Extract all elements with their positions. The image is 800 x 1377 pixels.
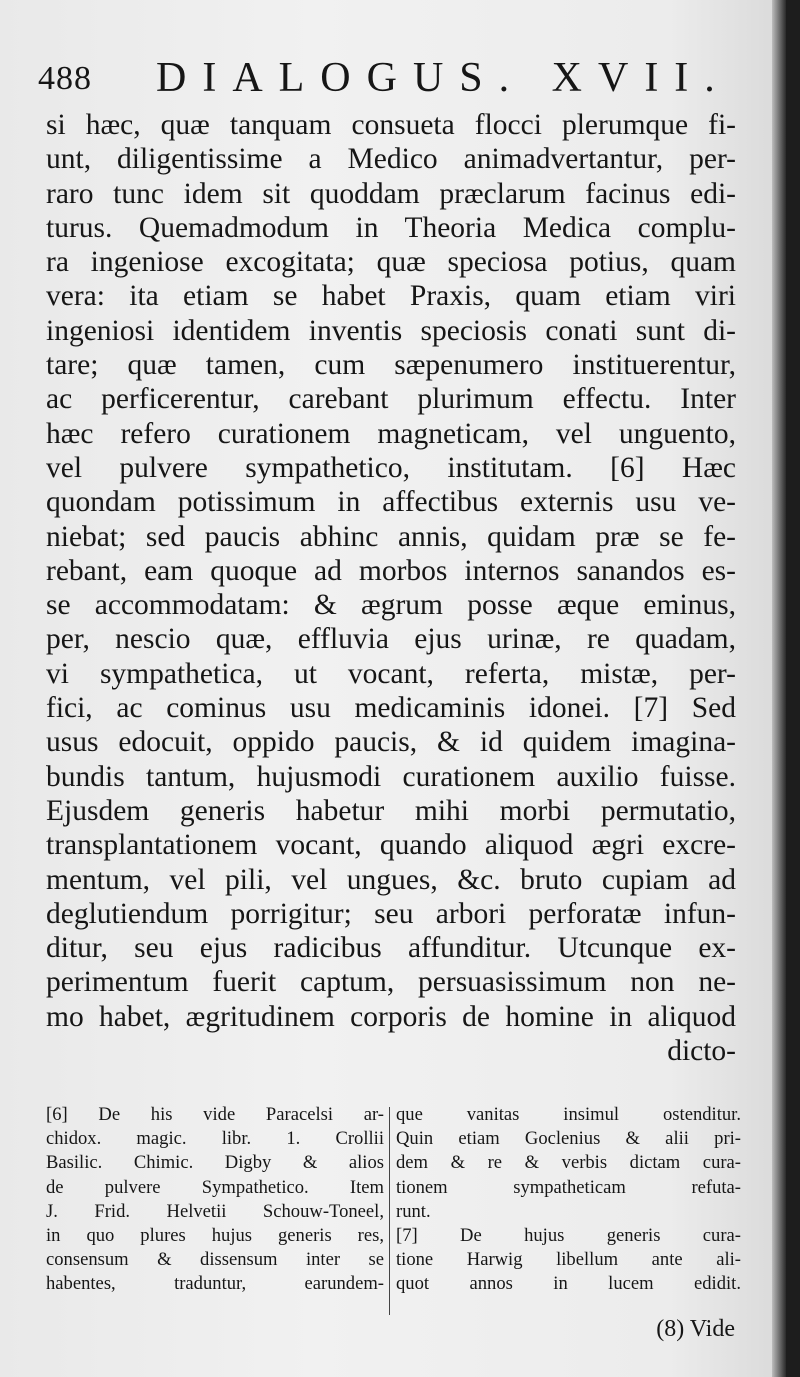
text-line: si hæc, quæ tanquam consueta flocci plerumque fi-	[46, 109, 736, 141]
footnote-line: que vanitas insimul ostenditur.	[396, 1104, 741, 1125]
text-line: hæc refero curationem magneticam, vel unguento,	[46, 417, 736, 450]
text-line: mo habet, ægritudinem corporis de homine in aliquod	[46, 1000, 736, 1033]
footnote-line: habentes, traduntur, earundem-	[46, 1273, 384, 1295]
footnotes-right-column	[396, 1103, 741, 1297]
footnote-line: in quo plures hujus generis res,	[46, 1224, 384, 1246]
text-line: fici, ac cominus usu medicaminis idonei. [7] Sed	[46, 692, 736, 725]
text-line: se accommodatam: & ægrum posse æque eminus,	[46, 589, 736, 622]
main-text	[46, 108, 736, 1068]
footnote-column-divider	[389, 1107, 390, 1315]
book-gutter-shadow	[772, 0, 786, 1377]
footnote-line: runt.	[396, 1200, 431, 1222]
text-line: deglutiendum porrigitur; seu arbori perforatæ infun-	[46, 897, 736, 930]
text-line: transplantationem vocant, quando aliquod ægri excre-	[46, 829, 736, 862]
footnote-line: [7] De hujus generis cura-	[396, 1224, 741, 1246]
text-line: mentum, vel pili, vel ungues, &c. bruto cupiam ad	[46, 863, 736, 896]
catchword: (8) Vide	[656, 1316, 735, 1342]
footnote-line: [6] De his vide Paracelsi ar-	[46, 1104, 384, 1125]
text-line: raro tunc idem sit quoddam præclarum facinus edi-	[46, 177, 736, 210]
text-line: perimentum fuerit captum, persuasissimum non ne-	[46, 966, 736, 999]
text-line: niebat; sed paucis abhinc annis, quidam præ se fe-	[46, 520, 736, 553]
text-line: turus. Quemadmodum in Theoria Medica complu-	[46, 211, 736, 244]
footnote-line: Basilic. Chimic. Digby & alios	[46, 1152, 384, 1174]
footnote-line: chidox. magic. libr. 1. Crollii	[46, 1128, 384, 1150]
text-line: dicto-	[667, 1035, 736, 1068]
footnotes-left-column	[46, 1103, 384, 1297]
footnote-line: tionem sympatheticam refuta-	[396, 1176, 741, 1198]
text-line: vi sympathetica, ut vocant, referta, mistæ, per-	[46, 657, 736, 690]
text-line: per, nescio quæ, effluvia ejus urinæ, re quadam,	[46, 623, 736, 656]
footnote-line: tione Harwig libellum ante ali-	[396, 1249, 741, 1271]
text-line: usus edocuit, oppido paucis, & id quidem imagina-	[46, 726, 736, 759]
text-line: ingeniosi identidem inventis speciosis conati sunt di-	[46, 314, 736, 347]
text-line: Ejusdem generis habetur mihi morbi permutatio,	[46, 794, 736, 827]
footnote-line: Quin etiam Goclenius & alii pri-	[396, 1128, 741, 1150]
footnote-line: quot annos in lucem edidit.	[396, 1273, 741, 1295]
footnote-line: consensum & dissensum inter se	[46, 1249, 384, 1271]
footnote-line: de pulvere Sympathetico. Item	[46, 1176, 384, 1198]
footnote-line: J. Frid. Helvetii Schouw-Toneel,	[46, 1200, 384, 1222]
text-line: tare; quæ tamen, cum sæpenumero instituerentur,	[46, 349, 736, 382]
footnote-line: dem & re & verbis dictam cura-	[396, 1152, 741, 1174]
text-line: ac perficerentur, carebant plurimum effectu. Inter	[46, 383, 736, 416]
page-number: 488	[38, 60, 92, 97]
text-line: vel pulvere sympathetico, institutam. [6] Hæc	[46, 451, 736, 484]
running-title: DIALOGUS. XVII.	[156, 55, 731, 101]
text-line: ra ingeniose excogitata; quæ speciosa potius, quam	[46, 246, 736, 279]
text-line: unt, diligentissime a Medico animadvertantur, per-	[46, 143, 736, 176]
footnotes	[46, 1103, 741, 1318]
running-head	[38, 46, 738, 106]
text-line: ditur, seu ejus radicibus affunditur. Utcunque ex-	[46, 932, 736, 965]
text-line: rebant, eam quoque ad morbos internos sanandos es-	[46, 554, 736, 587]
text-line: vera: ita etiam se habet Praxis, quam etiam viri	[46, 280, 736, 313]
text-line: bundis tantum, hujusmodi curationem auxilio fuisse.	[46, 760, 736, 793]
text-line: quondam potissimum in affectibus externis usu ve-	[46, 486, 736, 519]
